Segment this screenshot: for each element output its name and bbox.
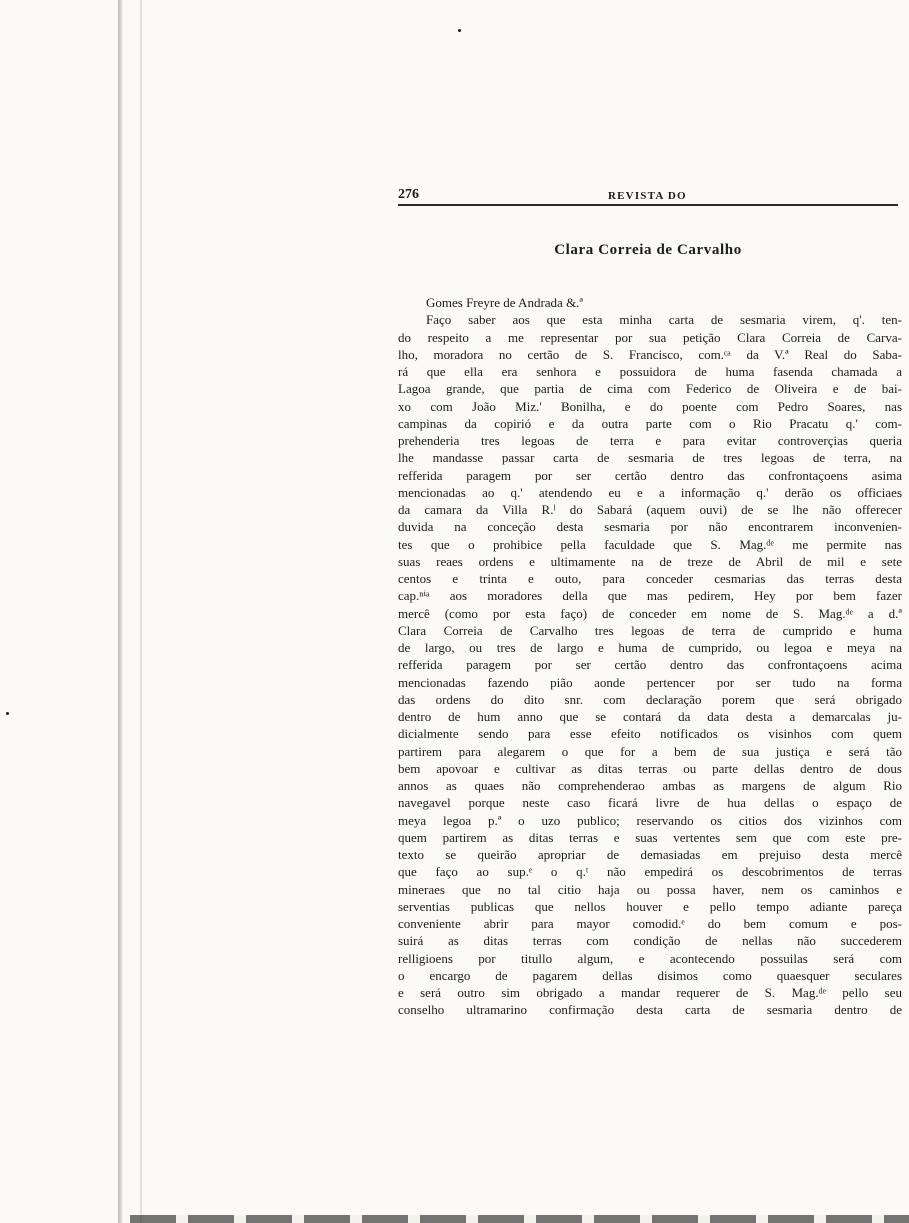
text-line: e será outro sim obrigado a mandar requerer de S. Mag.ᵈᵉ pello seu: [398, 985, 902, 1000]
text-line: centos e trinta e outo, para conceder cesmarias das terras desta: [398, 571, 902, 586]
text-line: de largo, ou tres de largo e huma de cumprido, ou legoa e meya na: [398, 640, 902, 655]
text-line: relligioens por titullo algum, e acontecendo possuilas será com: [398, 950, 902, 966]
page-number: 276: [398, 187, 419, 202]
text-line: conveniente abrir para mayor comodid.ᵉ do bem comum e pos-: [398, 916, 902, 931]
text-line: suas reaes ordens e ultimamente na de treze de Abril de mil e sete: [398, 553, 902, 569]
text-line: dicialmente sendo para esse efeito notificados os visinhos com quem: [398, 726, 902, 742]
text-line: quem partirem as ditas terras e suas vertentes sem que com este pre-: [398, 829, 902, 845]
text-line: da camara da Villa R.ˡ do Sabará (aquem ouvi) de se lhe não offerecer: [398, 502, 902, 517]
text-line: mineraes que no tal citio haja ou possa haver, nem os caminhos e: [398, 881, 902, 897]
text-line: o encargo de pagarem dellas disimos como quaesquer seculares: [398, 967, 902, 983]
text-line: partirem para alegarem o que for a bem de sua justiça e será tão: [398, 743, 902, 759]
text-line: xo com João Miz.' Bonilha, e do poente com Pedro Soares, nas: [398, 398, 902, 414]
text-line: refferida paragem por ser certão dentro das confrontaçoens acima: [398, 657, 902, 673]
text-line: mercê (como por esta faço) de conceder em nome de S. Mag.ᵈᵉ a d.ª: [398, 605, 902, 621]
text-line: lho, moradora no certão de S. Francisco, com.ᶜᵃ da V.ª Real do Saba-: [398, 346, 902, 362]
text-line: lhe mandasse passar carta de sesmaria de tres legoas de terra, na: [398, 450, 902, 466]
text-line: serventias publicas que nellos houver e pello tempo adiante pareça: [398, 898, 902, 914]
text-line: campinas da copirió e da outra parte com o Rio Pracatu q.' com-: [398, 415, 902, 431]
text-line: mencionadas ao q.' atendendo eu e a informação q.' derão os officiaes: [398, 484, 902, 500]
text-line: Clara Correia de Carvalho tres legoas de terra de cumprido e huma: [398, 622, 902, 638]
text-line: dentro de hum anno que se contará da data desta a demarcalas ju-: [398, 709, 902, 724]
text-line: mencionadas fazendo pião aonde pertencer por ser tudo na forma: [398, 674, 902, 690]
text-line: annos as quaes não comprehenderao ambas as margens de algum Rio: [398, 778, 902, 793]
text-line: cap.ⁿⁱᵃ aos moradores della que mas pedirem, Hey por bem fazer: [398, 588, 902, 604]
text-line: refferida paragem por ser certão dentro das confrontaçoens asima: [398, 467, 902, 483]
text-line: rá que ella era senhora e possuidora de huma fasenda chamada a: [398, 364, 902, 379]
text-line: Faço saber aos que esta minha carta de sesmaria virem, q'. ten-: [426, 312, 902, 328]
text-line: Lagoa grande, que partia de cima com Federico de Oliveira e de bai-: [398, 381, 902, 397]
binding-edge: [140, 0, 142, 1223]
text-line: conselho ultramarino confirmação desta carta de sesmaria dentro de: [398, 1002, 902, 1018]
text-line: texto se queirão apropriar de demasiadas em prejuiso desta mercê: [398, 847, 902, 862]
running-head: REVISTA DO: [608, 190, 687, 202]
document-title: Clara Correia de Carvalho: [554, 242, 742, 258]
binding-shadow: [118, 0, 123, 1223]
text-line: bem apovoar e cultivar as ditas terras ou parte dellas dentro de dous: [398, 760, 902, 776]
text-line: prehenderia tres legoas de terra e para evitar controverçias queria: [398, 433, 902, 448]
text-line: que faço ao sup.ᵉ o q.ᵗ não empedirá os descobrimentos de terras: [398, 864, 902, 880]
text-line: tes que o prohibice pella faculdade que S. Mag.ᵈᵉ me permite nas: [398, 536, 902, 552]
scan-speck: [458, 29, 461, 32]
salutation: Gomes Freyre de Andrada &.ª: [426, 295, 584, 310]
scan-bottom-edge: [130, 1215, 909, 1223]
text-line: das ordens do dito snr. com declaração porem que será obrigado: [398, 691, 902, 707]
text-line: do respeito a me representar por sua petição Clara Correia de Carva-: [398, 329, 902, 345]
text-line: suirá as ditas terras com condição de nellas não succederem: [398, 933, 902, 949]
scan-speck: [6, 712, 9, 715]
text-line: meya legoa p.ª o uzo publico; reservando os citios dos vizinhos com: [398, 812, 902, 828]
text-line: navegavel porque neste caso ficará livre de hua dellas o espaço de: [398, 795, 902, 811]
document-body: [398, 294, 902, 1019]
text-line: duvida na conceção desta sesmaria por não encontrarem inconvenien-: [398, 519, 902, 535]
header-rule: [398, 204, 898, 206]
